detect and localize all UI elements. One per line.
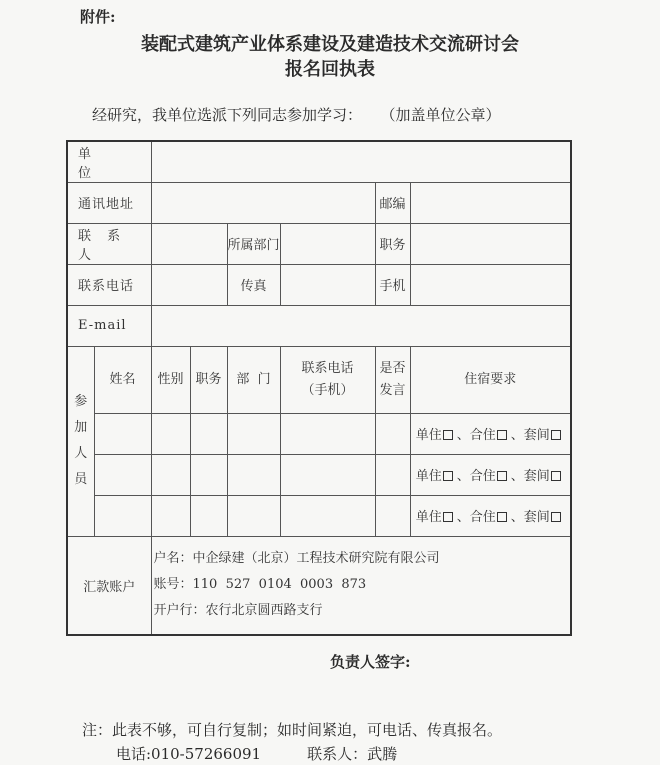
stay-shared-label: 合住 [469, 469, 496, 484]
stay-suite-checkbox[interactable] [551, 512, 561, 522]
stay-sep: 、 [510, 469, 524, 484]
participants-char-3: 人 [74, 446, 88, 461]
fax-label: 传真 [227, 264, 280, 305]
participant-row [67, 454, 571, 495]
stay-sep: 、 [510, 510, 524, 525]
stay-single-label: 单住 [415, 510, 442, 525]
bank-details [151, 536, 571, 635]
stay-shared-checkbox[interactable] [497, 512, 507, 522]
email-label: E-mail [67, 305, 151, 346]
participants-label [67, 346, 94, 536]
col-phone-header [280, 346, 375, 413]
participant-name-cell[interactable] [94, 454, 151, 495]
stay-options [410, 454, 571, 495]
stay-shared-label: 合住 [469, 428, 496, 443]
stay-suite-checkbox[interactable] [551, 430, 561, 440]
unit-field[interactable] [151, 141, 571, 182]
participant-gender-cell[interactable] [151, 413, 190, 454]
phone-label: 联系电话 [67, 264, 151, 305]
contact-field[interactable] [151, 223, 227, 264]
participant-speak-cell[interactable] [375, 495, 410, 536]
bank-branch: 开户行：农行北京圆西路支行 [153, 603, 323, 619]
bank-account-name: 户名：中企绿建（北京）工程技术研究院有限公司 [153, 551, 440, 567]
postcode-label: 邮编 [375, 182, 410, 223]
document-subtitle: 报名回执表 [285, 59, 375, 80]
col-speak-header-line2: 发言 [379, 382, 406, 398]
stay-single-checkbox[interactable] [443, 430, 453, 440]
document-title: 装配式建筑产业体系建设及建造技术交流研讨会 [141, 34, 519, 55]
participant-row [67, 495, 571, 536]
department-label: 所属部门 [227, 223, 280, 264]
phone-field[interactable] [151, 264, 227, 305]
contact-label: 联 系 人 [67, 223, 151, 264]
stay-sep: 、 [456, 510, 470, 525]
department-field[interactable] [280, 223, 375, 264]
participant-gender-cell[interactable] [151, 454, 190, 495]
mobile-field[interactable] [410, 264, 571, 305]
attachment-label: 附件: [80, 8, 116, 26]
mobile-label: 手机 [375, 264, 410, 305]
col-dept-header: 部 门 [227, 346, 280, 413]
position-label: 职务 [375, 223, 410, 264]
participant-speak-cell[interactable] [375, 454, 410, 495]
participant-dept-cell[interactable] [227, 413, 280, 454]
participant-phone-cell[interactable] [280, 413, 375, 454]
stay-sep: 、 [456, 428, 470, 443]
participant-phone-cell[interactable] [280, 454, 375, 495]
stay-shared-label: 合住 [469, 510, 496, 525]
col-speak-header [375, 346, 410, 413]
stay-single-checkbox[interactable] [443, 471, 453, 481]
participant-position-cell[interactable] [190, 413, 227, 454]
participant-phone-cell[interactable] [280, 495, 375, 536]
col-stay-header: 住宿要求 [410, 346, 571, 413]
footnote: 注：此表不够，可自行复制；如时间紧迫，可电话、传真报名。 [82, 721, 503, 739]
participants-char-4: 员 [74, 472, 88, 487]
address-label: 通讯地址 [67, 182, 151, 223]
participants-char-2: 加 [74, 420, 88, 435]
stay-suite-label: 套间 [523, 428, 550, 443]
col-gender-header: 性别 [151, 346, 190, 413]
stay-suite-checkbox[interactable] [551, 471, 561, 481]
stay-suite-label: 套间 [523, 510, 550, 525]
col-name-header: 姓名 [94, 346, 151, 413]
intro-stamp-note: （加盖单位公章） [388, 106, 501, 124]
participant-row [67, 413, 571, 454]
address-field[interactable] [151, 182, 375, 223]
participants-char-1: 参 [74, 394, 88, 409]
participant-position-cell[interactable] [190, 454, 227, 495]
stay-options [410, 495, 571, 536]
participant-position-cell[interactable] [190, 495, 227, 536]
stay-single-label: 单住 [415, 428, 442, 443]
participant-dept-cell[interactable] [227, 495, 280, 536]
email-field[interactable] [151, 305, 571, 346]
col-position-header: 职务 [190, 346, 227, 413]
unit-label: 单 位 [67, 141, 151, 182]
stay-single-checkbox[interactable] [443, 512, 453, 522]
stay-shared-checkbox[interactable] [497, 430, 507, 440]
stay-sep: 、 [510, 428, 524, 443]
contact-info [116, 743, 397, 764]
participant-gender-cell[interactable] [151, 495, 190, 536]
participant-name-cell[interactable] [94, 495, 151, 536]
registration-form [66, 140, 572, 636]
contact-phone: 电话:010-57266091 [116, 745, 262, 763]
col-speak-header-line1: 是否 [379, 360, 406, 376]
col-phone-header-line1: 联系电话 [301, 360, 354, 376]
intro-text: 经研究，我单位选派下列同志参加学习： [92, 106, 363, 124]
participant-name-cell[interactable] [94, 413, 151, 454]
participant-dept-cell[interactable] [227, 454, 280, 495]
stay-suite-label: 套间 [523, 469, 550, 484]
bank-account-number: 账号：110 527 0104 0003 873 [153, 577, 367, 593]
contact-person: 联系人：武腾 [307, 745, 398, 763]
postcode-field[interactable] [410, 182, 571, 223]
stay-options [410, 413, 571, 454]
stay-single-label: 单住 [415, 469, 442, 484]
intro-statement [92, 104, 501, 125]
fax-field[interactable] [280, 264, 375, 305]
signature-label: 负责人签字: [330, 653, 411, 671]
stay-sep: 、 [456, 469, 470, 484]
position-field[interactable] [410, 223, 571, 264]
participant-speak-cell[interactable] [375, 413, 410, 454]
stay-shared-checkbox[interactable] [497, 471, 507, 481]
col-phone-header-line2: （手机） [301, 382, 354, 398]
bank-label: 汇款账户 [67, 536, 151, 635]
